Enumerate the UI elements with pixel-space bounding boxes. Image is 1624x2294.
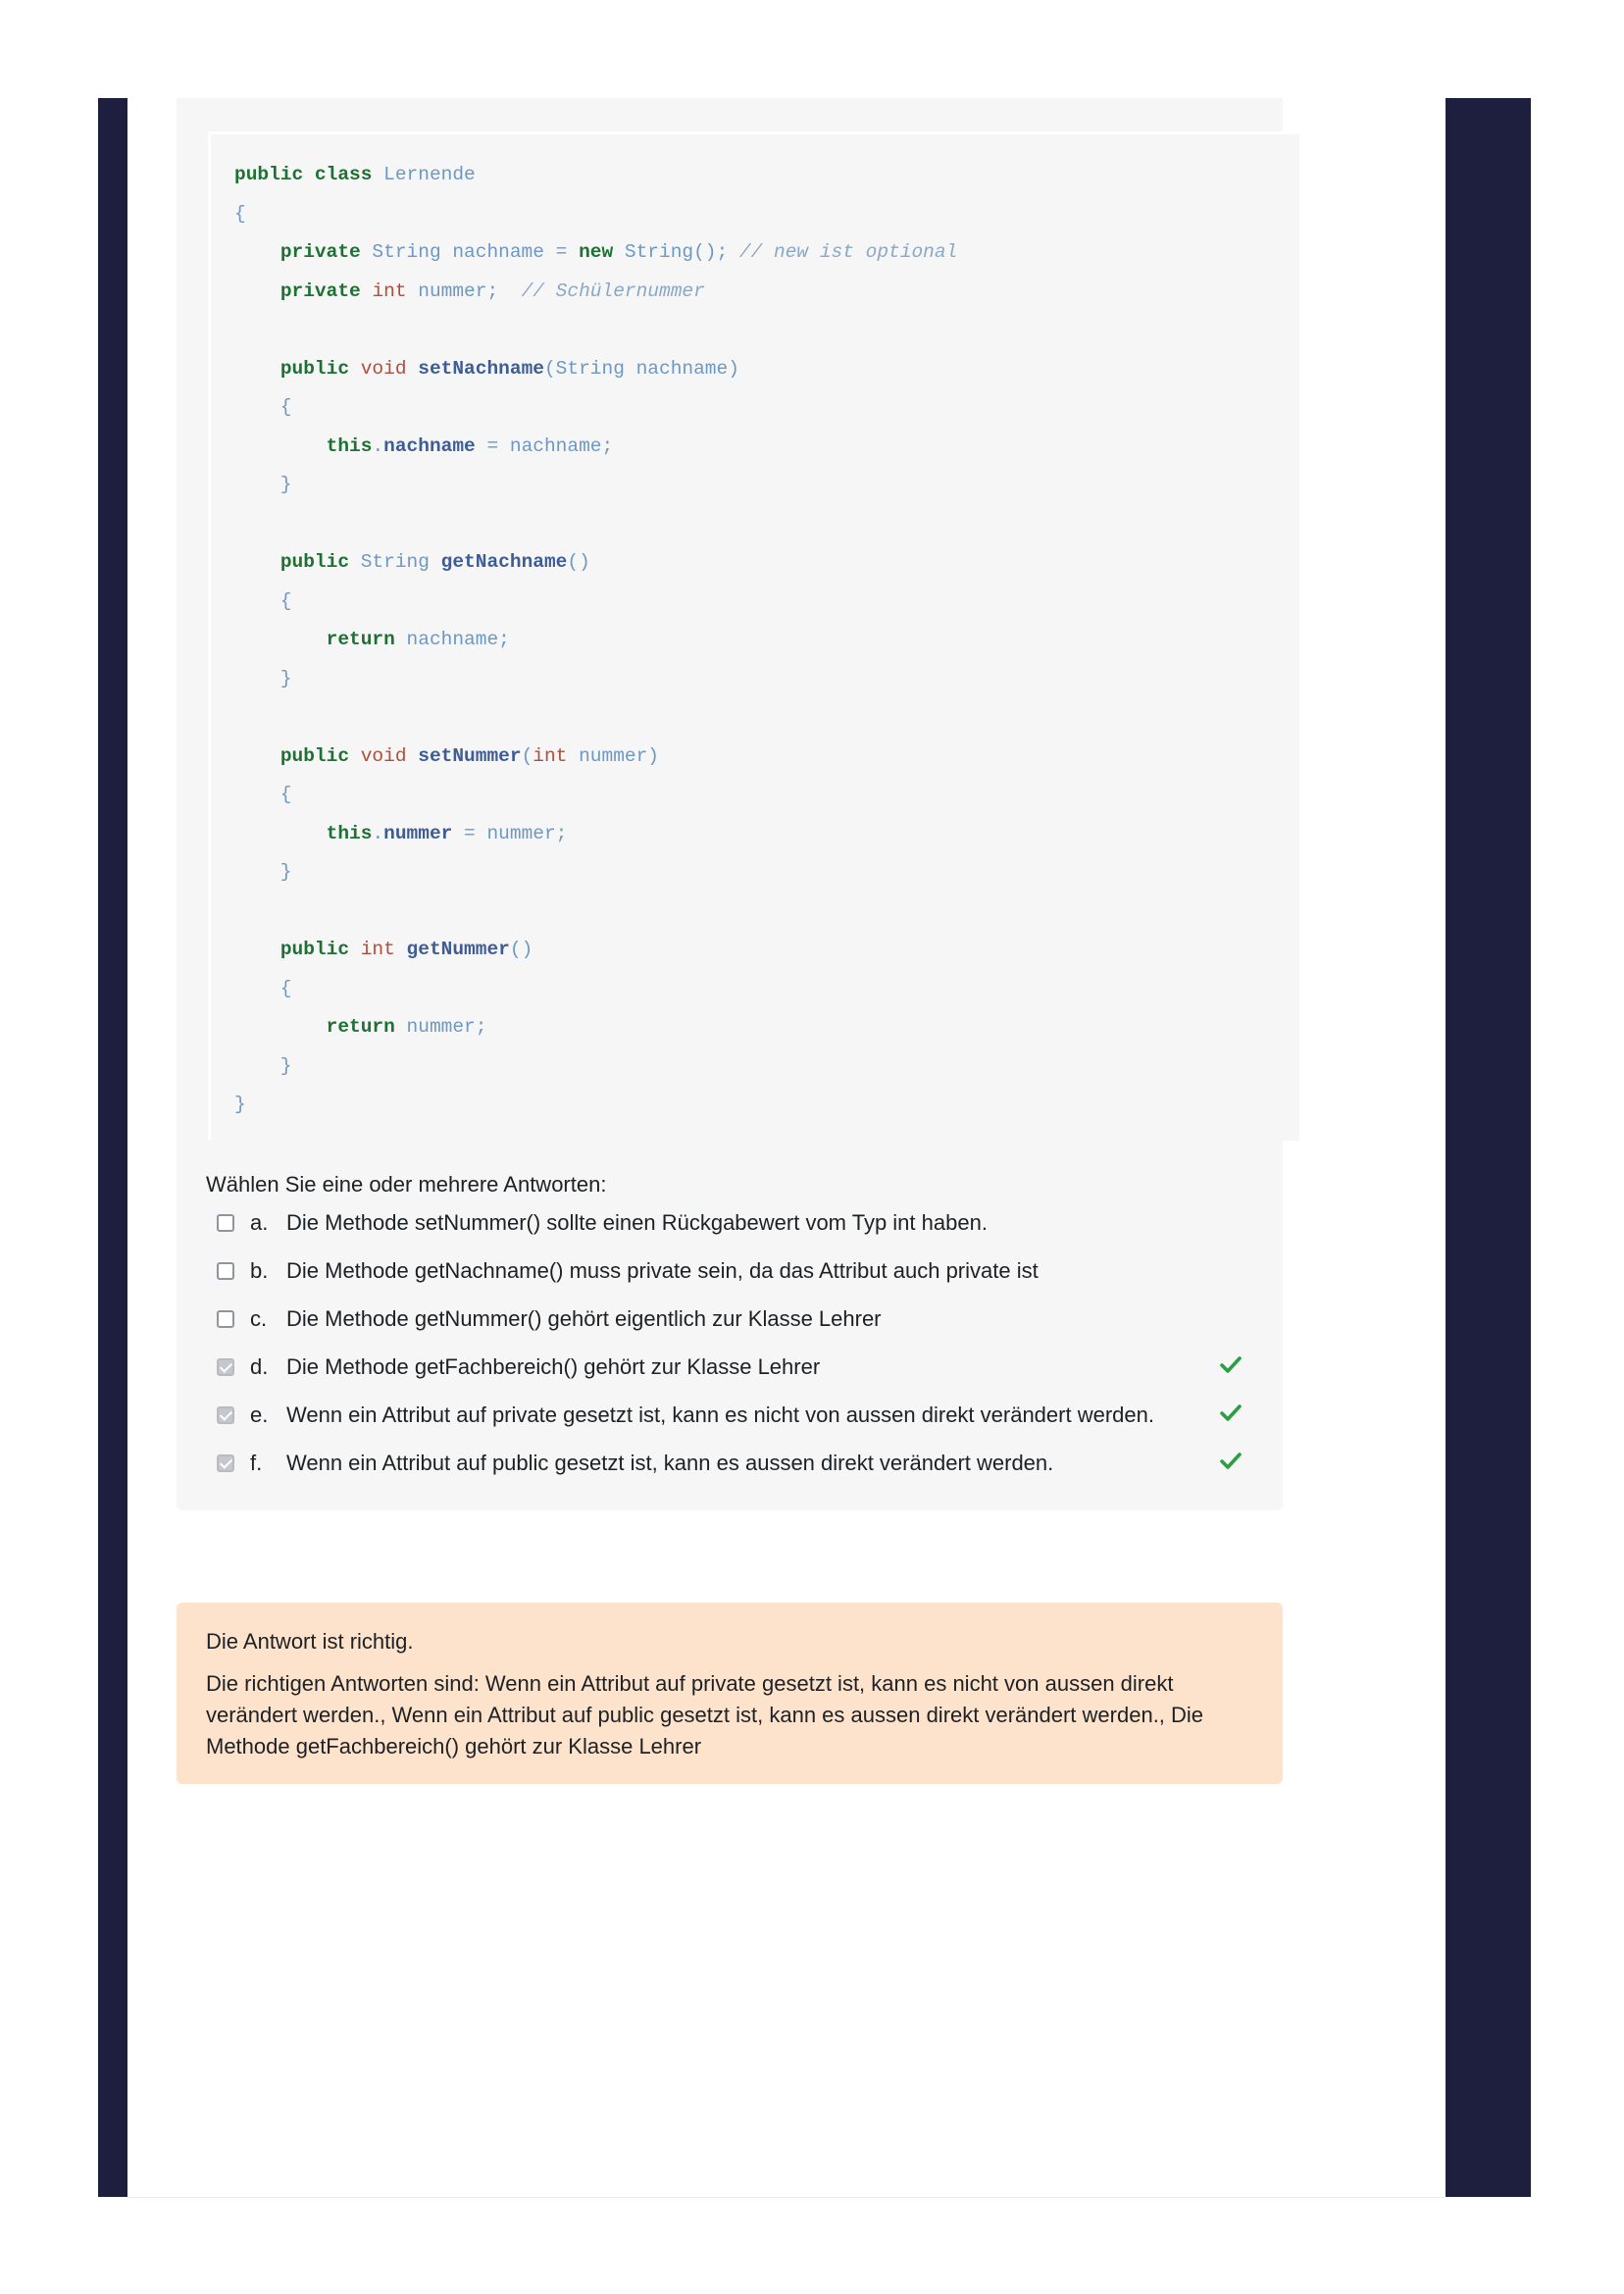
answer-letter: a. xyxy=(250,1210,269,1235)
code-line xyxy=(234,277,705,306)
code-line xyxy=(234,547,590,577)
code-line xyxy=(234,237,957,267)
code-token: nachname; xyxy=(394,629,510,650)
code-token: } xyxy=(234,667,292,689)
right-sidebar-bar xyxy=(1446,98,1531,2197)
answer-checkbox[interactable] xyxy=(217,1310,234,1328)
code-token: void xyxy=(360,744,407,767)
code-token xyxy=(234,551,280,573)
code-token xyxy=(407,358,419,380)
answer-option-d[interactable] xyxy=(217,1351,820,1384)
answer-option-e[interactable] xyxy=(217,1399,1154,1432)
code-token: () xyxy=(567,551,590,573)
code-line xyxy=(234,1051,292,1081)
code-token: public xyxy=(279,357,350,380)
code-token xyxy=(234,939,280,960)
code-line xyxy=(234,935,533,964)
answer-text: Die Methode getNachname() muss private sein, da das Attribut auch private ist xyxy=(286,1258,1039,1283)
code-token: int xyxy=(533,744,568,767)
answer-checkbox[interactable] xyxy=(217,1262,234,1280)
code-line xyxy=(234,857,292,887)
feedback-right-answers: Die richtigen Antworten sind: Wenn ein Attribut auf private gesetzt ist, kann es nicht von aussen direkt verändert werden., Wenn ein Attribut auf public gesetzt ist, kann es aussen direkt verändert werden., Die Methode getFachbereich() gehört zur Klasse Lehrer xyxy=(206,1671,1204,1759)
code-token: { xyxy=(234,589,292,612)
answer-letter: d. xyxy=(250,1354,269,1379)
code-token xyxy=(395,939,407,960)
code-line xyxy=(234,974,292,1003)
code-token: = nachname; xyxy=(475,434,614,457)
code-token: void xyxy=(360,357,407,380)
answer-checkbox[interactable] xyxy=(217,1358,234,1376)
code-token: int xyxy=(372,280,407,302)
answer-checkbox[interactable] xyxy=(217,1214,234,1232)
code-token: // Schülernummer xyxy=(521,280,705,302)
code-token xyxy=(303,164,315,185)
code-token: } xyxy=(234,1094,246,1115)
code-token xyxy=(234,745,280,767)
code-token: setNachname xyxy=(418,357,544,380)
answer-letter: f. xyxy=(250,1451,263,1475)
code-line xyxy=(234,432,613,461)
answer-text: Die Methode setNummer() sollte einen Rückgabewert vom Typ int haben. xyxy=(286,1210,988,1235)
code-token: } xyxy=(234,861,292,883)
code-token: getNummer xyxy=(406,939,510,960)
code-line xyxy=(234,741,659,771)
code-token: getNachname xyxy=(440,551,568,573)
code-line xyxy=(234,470,292,499)
correct-check-icon xyxy=(1220,1354,1242,1376)
code-token: String xyxy=(349,551,441,573)
code-token: Lernende xyxy=(383,164,476,185)
code-token: this xyxy=(326,434,373,457)
answer-option-c[interactable] xyxy=(217,1302,882,1336)
code-token: { xyxy=(234,784,292,805)
code-token: } xyxy=(234,474,292,495)
code-line xyxy=(234,1012,486,1042)
code-token: public xyxy=(279,744,350,767)
code-line xyxy=(234,199,246,229)
code-token: nummer; xyxy=(394,1016,487,1038)
code-token xyxy=(407,745,419,767)
code-token: private xyxy=(279,280,361,302)
answer-text: Die Methode getNummer() gehört eigentlich zur Klasse Lehrer xyxy=(286,1306,882,1331)
code-line xyxy=(234,780,292,809)
code-token: return xyxy=(326,629,395,650)
code-token xyxy=(361,280,373,302)
code-line xyxy=(234,586,292,616)
code-token: nummer) xyxy=(567,744,660,767)
correct-check-icon xyxy=(1220,1402,1242,1424)
code-token: private xyxy=(279,241,361,263)
code-token xyxy=(234,1016,327,1038)
code-block xyxy=(208,131,1299,1141)
code-token: = nummer; xyxy=(452,822,568,844)
code-token: { xyxy=(234,977,292,999)
code-line xyxy=(234,819,567,848)
code-token: { xyxy=(234,202,246,225)
code-token: ( xyxy=(521,744,533,767)
answer-letter: e. xyxy=(250,1402,269,1427)
code-token xyxy=(234,241,280,263)
code-token: nummer; xyxy=(406,280,522,302)
code-line xyxy=(234,354,739,383)
code-token: // new ist optional xyxy=(738,241,958,263)
code-token xyxy=(349,358,361,380)
code-token: int xyxy=(360,939,395,960)
answer-option-f[interactable] xyxy=(217,1447,1053,1480)
code-token: . xyxy=(372,434,384,457)
answer-checkbox[interactable] xyxy=(217,1454,234,1472)
correct-check-icon xyxy=(1220,1451,1242,1472)
left-sidebar-bar xyxy=(98,98,127,2197)
code-token xyxy=(349,939,361,960)
code-token: nachname xyxy=(383,434,476,457)
code-token: String(); xyxy=(613,241,739,263)
code-token: return xyxy=(326,1016,395,1038)
feedback-box xyxy=(177,1603,1283,1784)
code-token: class xyxy=(314,164,373,185)
answer-text: Die Methode getFachbereich() gehört zur Klasse Lehrer xyxy=(286,1354,821,1379)
code-token xyxy=(372,164,383,185)
code-token: public xyxy=(279,939,350,960)
feedback-status: Die Antwort ist richtig. xyxy=(206,1629,414,1654)
code-line xyxy=(234,392,292,422)
code-token xyxy=(234,823,327,844)
code-token: { xyxy=(234,396,292,418)
answer-checkbox[interactable] xyxy=(217,1406,234,1424)
answer-prompt: Wählen Sie eine oder mehrere Antworten: xyxy=(206,1172,607,1197)
code-token xyxy=(234,629,327,650)
code-token: (String nachname) xyxy=(543,357,739,380)
answer-text: Wenn ein Attribut auf public gesetzt ist, kann es aussen direkt verändert werden. xyxy=(286,1451,1054,1475)
code-line xyxy=(234,160,476,189)
answer-text: Wenn ein Attribut auf private gesetzt ist, kann es nicht von aussen direkt verändert werden. xyxy=(286,1402,1154,1427)
code-token xyxy=(234,435,327,457)
code-line xyxy=(234,625,510,654)
code-line xyxy=(234,1090,246,1119)
code-token xyxy=(234,358,280,380)
code-token: nummer xyxy=(383,822,453,844)
code-token xyxy=(234,280,280,302)
code-token: () xyxy=(509,939,533,960)
code-line xyxy=(234,664,292,693)
code-token: public xyxy=(234,164,304,185)
code-token: setNummer xyxy=(418,744,522,767)
code-token: public xyxy=(279,551,350,573)
answer-option-a[interactable] xyxy=(217,1206,988,1240)
code-token: . xyxy=(372,822,384,844)
code-token: } xyxy=(234,1054,292,1077)
answer-option-b[interactable] xyxy=(217,1254,1039,1288)
answer-letter: b. xyxy=(250,1258,269,1283)
page-bottom-divider xyxy=(127,2197,1446,2198)
code-token xyxy=(349,745,361,767)
code-token: String nachname = xyxy=(360,241,580,263)
answer-letter: c. xyxy=(250,1306,268,1331)
code-token: this xyxy=(326,822,373,844)
code-token: new xyxy=(579,241,614,263)
